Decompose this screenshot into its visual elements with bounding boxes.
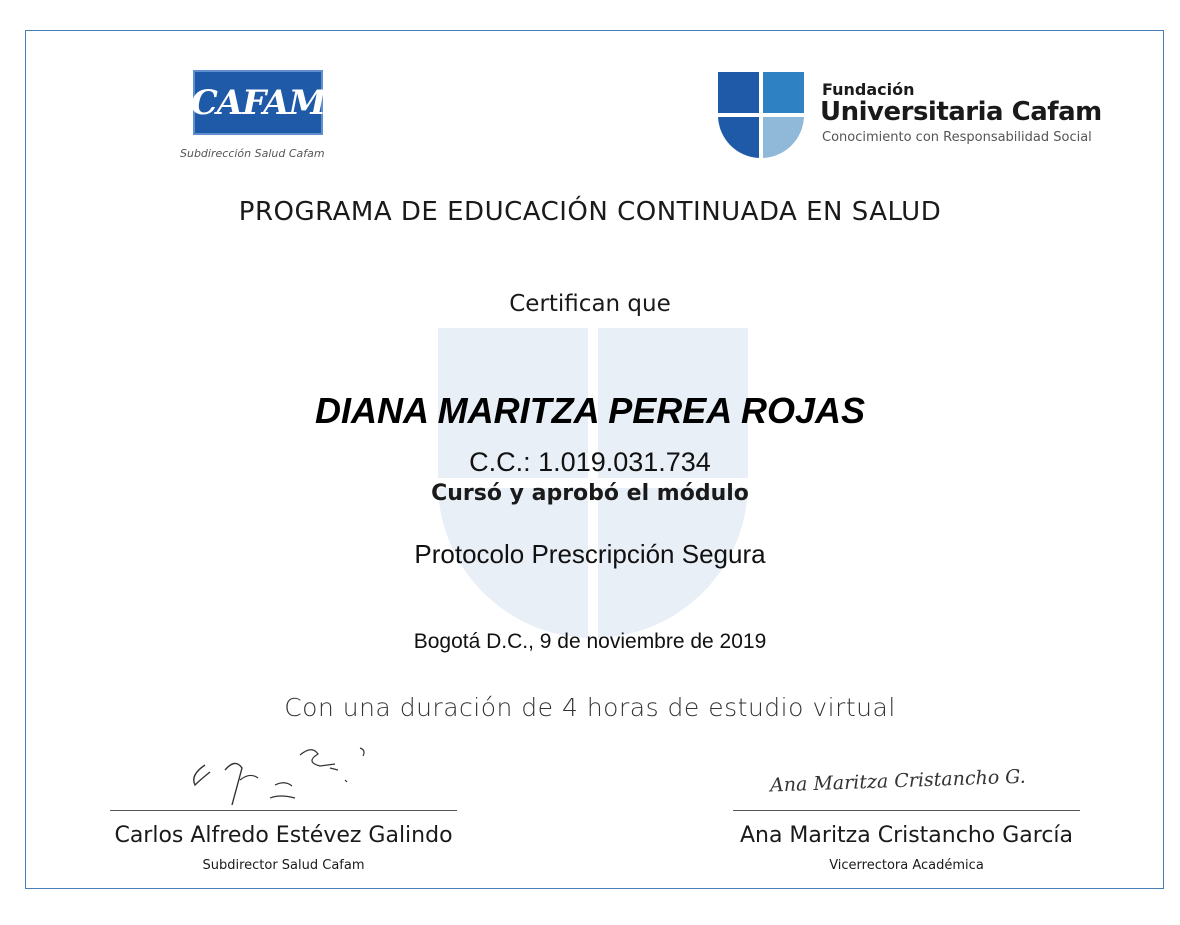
signatory-1-role: Subdirector Salud Cafam — [202, 858, 365, 873]
module-name: Protocolo Prescripción Segura — [414, 539, 766, 569]
recipient-name: DIANA MARITZA PEREA ROJAS — [314, 390, 866, 431]
signature-line-2 — [733, 810, 1080, 811]
foundation-line1: Fundación — [822, 80, 915, 99]
cafam-logo — [190, 70, 326, 135]
certify-text: Certifican que — [509, 291, 671, 317]
program-title: PROGRAMA DE EDUCACIÓN CONTINUADA EN SALUD — [238, 197, 942, 227]
signatory-1-name: Carlos Alfredo Estévez Galindo — [114, 823, 453, 848]
id-number: C.C.: 1.019.031.734 — [469, 447, 711, 477]
signature-carlos — [180, 740, 380, 810]
course-text: Cursó y aprobó el módulo — [431, 481, 749, 506]
signatory-2-name: Ana Maritza Cristancho García — [739, 823, 1074, 848]
cafam-subtitle: Subdirección Salud Cafam — [180, 147, 325, 160]
signature-ana: Ana Maritza Cristancho G. — [769, 765, 1027, 797]
foundation-emblem-icon — [718, 72, 804, 158]
signature-line-1 — [110, 810, 457, 811]
city-date: Bogotá D.C., 9 de noviembre de 2019 — [413, 630, 767, 653]
signatory-2-role: Vicerrectora Académica — [829, 858, 984, 873]
foundation-tagline: Conocimiento con Responsabilidad Social — [822, 130, 1092, 145]
foundation-line2: Universitaria Cafam — [820, 97, 1102, 127]
duration-text: Con una duración de 4 horas de estudio virtual — [284, 693, 896, 722]
cafam-wordmark: CAFAM — [190, 82, 326, 123]
